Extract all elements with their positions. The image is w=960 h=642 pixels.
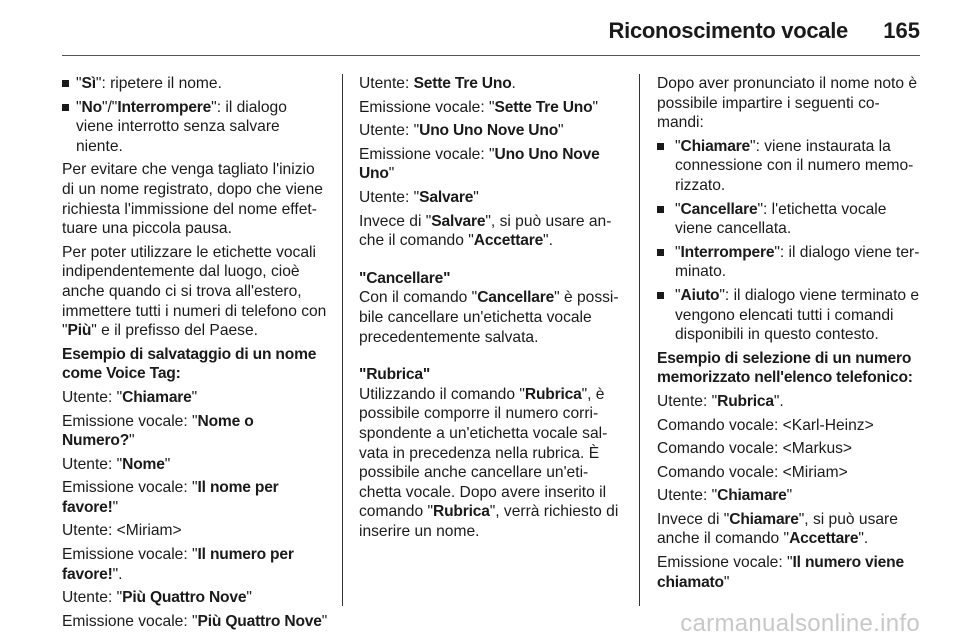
dialog-line: Emissione vocale: "Il nome per favore!" [62, 479, 279, 516]
dialog-line: Comando vocale: <Karl-Heinz> [657, 416, 874, 434]
dialog-line: Utente: "Uno Uno Nove Uno" [359, 122, 564, 140]
response-list [62, 74, 328, 156]
page-number: 165 [883, 18, 920, 43]
list-item: "Cancellare": l'etichetta vocale viene cancellata. [657, 200, 923, 239]
column-divider-2 [639, 74, 640, 606]
dialog-line: Utente: Sette Tre Uno. [359, 75, 516, 92]
section-heading: "Rubrica" [359, 366, 431, 384]
dialog-line: Utente: "Chiamare" [62, 388, 198, 406]
paragraph: Per poter utilizzare le etichette vocali indipendentemente dal luogo, cioè anche quando ci si trova all'estero, immettere tutti i numeri di telefono con "Più" e il prefisso del Paese. [62, 243, 327, 340]
paragraph: Con il comando "Cancellare" è possi-bile cancellare un'etichetta vocale precedentemente salvata. [359, 289, 619, 346]
dialog-lines [359, 74, 625, 208]
section-heading: Esempio di selezione di un numero memorizzato nell'elenco telefonico: [657, 349, 913, 387]
dialog-lines [657, 392, 923, 506]
dialog-line: Emissione vocale: "Uno Uno Nove Uno" [359, 145, 600, 183]
column-2 [359, 74, 625, 545]
list-item: "Interrompere": il dialogo viene ter-minato. [657, 243, 923, 282]
paragraph: Invece di "Chiamare", si può usare anche il comando "Accettare". [657, 510, 898, 548]
command-list [657, 137, 923, 345]
paragraph: Per evitare che venga tagliato l'inizio di un nome registrato, dopo che viene richiesta l'immissione del nome effet-tuare una piccola pausa. [62, 161, 323, 238]
paragraph: Utilizzando il comando "Rubrica", è possibile comporre il numero corri-spondente a un'etichetta vocale sal-vata in precedenza nella rubrica. È possibile anche cancellare un'eti-chetta vocale. Dopo avere inserito il comando "Rubrica", verrà richiesto di inserire un nome. [359, 385, 619, 540]
list-item: "Aiuto": il dialogo viene terminato e vengono elencati tutti i comandi disponibili in questo contesto. [657, 286, 923, 345]
section-heading: Esempio di salvataggio di un nome come Voice Tag: [62, 345, 317, 383]
paragraph: Emissione vocale: "Il numero viene chiamato" [657, 554, 904, 591]
list-item: "No"/"Interrompere": il dialogo viene interrotto senza salvare niente. [62, 98, 328, 157]
dialog-line: Emissione vocale: "Più Quattro Nove" [62, 612, 328, 630]
dialog-line: Comando vocale: <Markus> [657, 440, 853, 458]
header-divider [62, 55, 920, 56]
column-divider-1 [342, 74, 343, 606]
column-1 [62, 74, 328, 635]
list-item: "Chiamare": viene instaurata la connessione con il numero memo-rizzato. [657, 137, 923, 196]
dialog-line: Utente: "Chiamare" [657, 487, 793, 505]
dialog-line: Comando vocale: <Miriam> [657, 463, 848, 481]
dialog-line: Utente: "Più Quattro Nove" [62, 589, 252, 607]
dialog-lines [62, 388, 328, 632]
dialog-line: Emissione vocale: "Il numero per favore!". [62, 546, 294, 583]
list-item: "Sì": ripetere il nome. [62, 74, 328, 94]
dialog-line: Emissione vocale: "Sette Tre Uno" [359, 98, 599, 116]
section-heading: "Cancellare" [359, 269, 451, 287]
dialog-line: Utente: "Salvare" [359, 188, 479, 206]
watermark: carmanualsonline.info [680, 610, 920, 637]
dialog-line: Emissione vocale: "Nome o Numero?" [62, 412, 254, 450]
paragraph: Dopo aver pronunciato il nome noto è possibile impartire i seguenti co-mandi: [657, 75, 918, 132]
dialog-line: Utente: <Miriam> [62, 522, 182, 540]
page-header [62, 14, 920, 54]
dialog-line: Utente: "Rubrica". [657, 392, 784, 410]
column-3 [657, 74, 923, 596]
paragraph: Invece di "Salvare", si può usare an-che il comando "Accettare". [359, 212, 612, 250]
dialog-line: Utente: "Nome" [62, 455, 171, 473]
page-title: Riconoscimento vocale [608, 18, 848, 43]
